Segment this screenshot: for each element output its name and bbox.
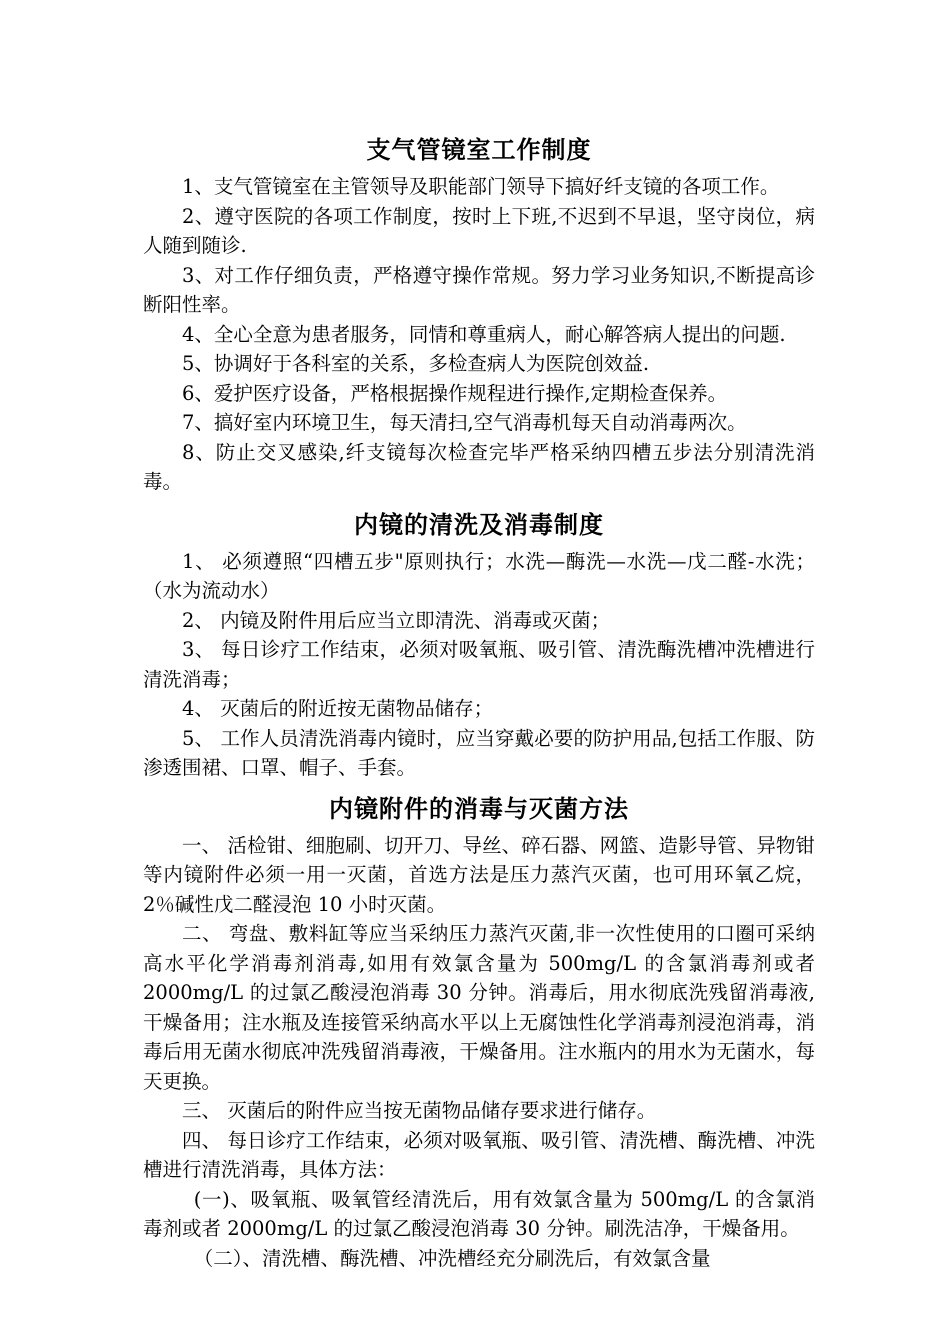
rule-item: 三、 灭菌后的附件应当按无菌物品储存要求进行储存。 <box>182 1099 657 1122</box>
section-accessory-sterilization <box>143 787 815 1274</box>
rule-item: 5、协调好于各科室的关系，多检查病人为医院创效益. <box>182 352 650 375</box>
document-page <box>143 128 815 1273</box>
rule-item: 8、防止交叉感染,纤支镜每次检查完毕严格采纳四槽五步法分别清洗消毒。 <box>143 440 815 493</box>
rule-item: 四、 每日诊疗工作结束，必须对吸氧瓶、吸引管、清洗槽、酶洗槽、冲洗槽进行清洗消毒，具体方法： <box>143 1128 815 1181</box>
rule-subitem: （二）、清洗槽、酶洗槽、冲洗槽经充分刷洗后，有效氯含量 <box>193 1246 711 1270</box>
rule-item: 2、 内镜及附件用后应当立即清洗、消毒或灭菌； <box>182 608 611 632</box>
rule-item: 一、 活检钳、细胞刷、切开刀、导丝、碎石器、网篮、造影导管、异物钳等内镜附件必须一用一灭菌，首选方法是压力蒸汽灭菌，也可用环氧乙烷，2％碱性戊二醛浸泡 10 小时灭菌。 <box>143 833 815 916</box>
section-bronchoscopy-rules <box>143 128 815 497</box>
section-title: 支气管镜室工作制度 <box>366 136 592 164</box>
section-title: 内镜附件的消毒与灭菌方法 <box>329 794 629 823</box>
rule-item: 1、支气管镜室在主管领导及职能部门领导下搞好纤支镜的各项工作。 <box>182 175 780 198</box>
section-endoscope-cleaning <box>143 503 815 783</box>
rule-item: 4、 灭菌后的附近按无菌物品储存； <box>182 697 494 720</box>
rule-item: 2、遵守医院的各项工作制度，按时上下班,不迟到不早退，坚守岗位，病人随到随诊. <box>143 204 815 257</box>
rule-item: 4、全心全意为患者服务，同情和尊重病人，耐心解答病人提出的问题. <box>182 322 786 346</box>
rule-item: 3、 每日诊疗工作结束，必须对吸氧瓶、吸引管、清洗酶洗槽冲洗槽进行清洗消毒； <box>143 638 815 691</box>
rule-item: 6、爱护医疗设备，严格根据操作规程进行操作,定期检查保养。 <box>182 381 728 405</box>
rule-item: 7、搞好室内环境卫生，每天清扫,空气消毒机每天自动消毒两次。 <box>182 411 747 434</box>
section-title: 内镜的清洗及消毒制度 <box>354 510 604 539</box>
rule-item: 5、 工作人员清洗消毒内镜时，应当穿戴必要的防护用品,包括工作服、防渗透围裙、口罩、帽子、手套。 <box>143 726 815 779</box>
rule-item: 1、 必须遵照“四槽五步"原则执行；水洗—酶洗—水洗—戊二醛-水洗；（水为流动水） <box>143 549 815 602</box>
rule-item: 3、对工作仔细负责，严格遵守操作常规。努力学习业务知识,不断提高诊断阳性率。 <box>143 263 815 316</box>
rule-item: 二、 弯盘、敷料缸等应当采纳压力蒸汽灭菌,非一次性使用的口圈可采纳高水平化学消毒剂消毒,如用有效氯含量为 500mg/L 的含氯消毒剂或者 2000mg/L 的过氯乙酸浸泡消毒 30 分钟。消毒后，用水彻底洗残留消毒液,干燥备用；注水瓶及连接管采纳高水平以上无腐蚀性化学消毒剂浸泡消毒，消毒后用无菌水彻底冲洗残留消毒液，干燥备用。注水瓶内的用水为无菌水，每天更换。 <box>143 922 815 1093</box>
rule-subitem: (一)、吸氧瓶、吸氧管经清洗后，用有效氯含量为 500mg/L 的含氯消毒剂或者 2000mg/L 的过氯乙酸浸泡消毒 30 分钟。刷洗洁净，干燥备用。 <box>143 1187 815 1240</box>
